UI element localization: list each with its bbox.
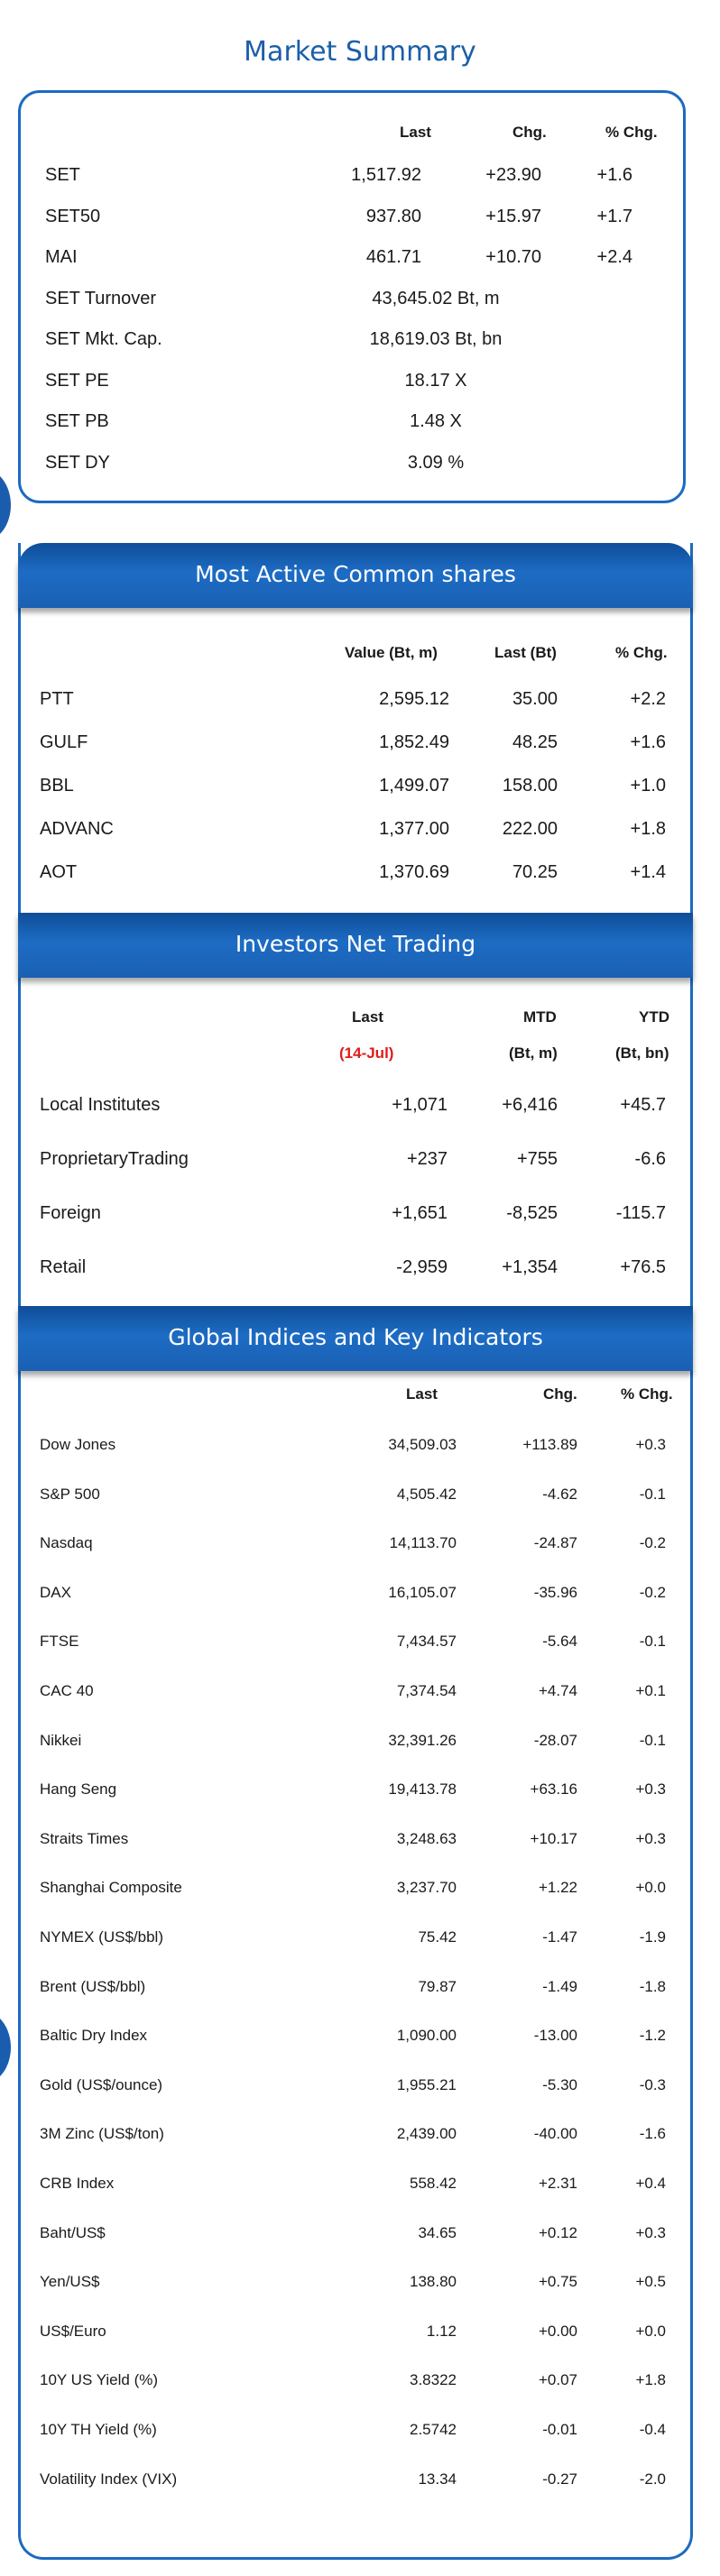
table-row — [18, 2175, 693, 2202]
table-row — [21, 165, 683, 192]
investors-header — [18, 1008, 693, 1035]
page-title: Market Summary — [244, 36, 476, 68]
last-value: 7,434.57 — [396, 1633, 457, 1651]
pctchg-value: -1.6 — [639, 2125, 666, 2143]
table-row — [18, 819, 693, 846]
chg-value: -35.96 — [533, 1583, 577, 1601]
ytd-value: -115.7 — [615, 1203, 666, 1223]
last-value: 3.8322 — [410, 2371, 457, 2389]
row-label: CAC 40 — [40, 1682, 94, 1699]
row-label: Gold (US$/ounce) — [40, 2075, 163, 2093]
chg-value: +1.22 — [538, 1879, 577, 1897]
market-summary-panel — [18, 90, 686, 503]
decorative-circle — [0, 469, 11, 541]
last-value: 558.42 — [410, 2175, 457, 2192]
row-label: 10Y US Yield (%) — [40, 2371, 159, 2389]
table-row — [18, 1978, 693, 2005]
chg-value: +0.00 — [538, 2322, 577, 2340]
chg-value: -1.47 — [542, 1928, 577, 1946]
table-row — [18, 2224, 693, 2251]
row-label: FTSE — [40, 1633, 79, 1651]
last-value: 34,509.03 — [388, 1436, 457, 1453]
table-row — [18, 1633, 693, 1660]
row-label: SET — [45, 165, 80, 185]
last-value: 43,645.02 Bt, m — [372, 288, 500, 308]
row-label: Baltic Dry Index — [40, 2027, 148, 2045]
mtd-unit-label: (Bt, m) — [509, 1044, 558, 1062]
col-last-header: Last — [400, 124, 431, 141]
table-row — [18, 1436, 693, 1463]
row-label: MAI — [45, 247, 78, 267]
pctchg-value: +1.7 — [596, 206, 632, 226]
last-value: 2,439.00 — [396, 2125, 457, 2143]
pctchg-value: +0.0 — [635, 1879, 666, 1897]
chg-value: -0.01 — [542, 2421, 577, 2438]
chg-value: +2.31 — [538, 2175, 577, 2192]
row-label: SET PE — [45, 370, 109, 391]
value-bt-m: 1,377.00 — [379, 819, 449, 839]
pctchg-value: +0.3 — [635, 1829, 666, 1847]
row-label: Shanghai Composite — [40, 1879, 182, 1897]
row-label: SET Turnover — [45, 288, 157, 308]
pctchg-value: +0.5 — [635, 2273, 666, 2291]
last-value: 75.42 — [418, 1928, 457, 1946]
table-row — [18, 1732, 693, 1759]
pctchg-value: +1.0 — [630, 776, 666, 796]
col-chg-header: Chg. — [543, 1385, 577, 1403]
table-row — [18, 1830, 693, 1857]
pctchg-value: +1.6 — [630, 732, 666, 752]
table-row — [18, 1534, 693, 1561]
last-value: 13.34 — [418, 2470, 457, 2488]
row-label: Retail — [40, 1257, 87, 1277]
last-value: -2,959 — [396, 1257, 448, 1277]
value-bt-m: 1,370.69 — [379, 862, 449, 882]
ytd-value: +45.7 — [620, 1095, 666, 1115]
table-row — [18, 1149, 693, 1176]
last-bt: 35.00 — [512, 689, 558, 709]
row-label: CRB Index — [40, 2175, 115, 2192]
row-label: Nasdaq — [40, 1534, 93, 1552]
investors-banner: Investors Net Trading — [18, 913, 693, 978]
most-active-header — [18, 644, 693, 671]
chg-value: -13.00 — [533, 2027, 577, 2045]
col-lastbt-header: Last (Bt) — [494, 644, 557, 661]
table-row — [18, 1257, 693, 1284]
row-label: Dow Jones — [40, 1436, 116, 1453]
row-label: GULF — [40, 732, 88, 752]
row-label: Baht/US$ — [40, 2223, 106, 2241]
pctchg-value: -0.2 — [639, 1534, 666, 1552]
last-value: 4,505.42 — [396, 1485, 457, 1503]
pctchg-value: +1.6 — [596, 165, 632, 185]
pctchg-value: -0.1 — [639, 1633, 666, 1651]
table-row — [18, 2470, 693, 2498]
last-value: 3,248.63 — [396, 1829, 457, 1847]
row-label: ADVANC — [40, 819, 114, 839]
chg-value: +15.97 — [485, 206, 541, 226]
value-bt-m: 2,595.12 — [379, 689, 449, 709]
last-bt: 158.00 — [502, 776, 558, 796]
table-row — [18, 776, 693, 803]
table-row — [18, 2323, 693, 2350]
last-value: 1,517.92 — [351, 165, 421, 185]
row-label: Yen/US$ — [40, 2273, 100, 2291]
table-row — [18, 1584, 693, 1611]
value-bt-m: 1,852.49 — [379, 732, 449, 752]
chg-value: +4.74 — [538, 1682, 577, 1699]
last-value: 1,955.21 — [396, 2075, 457, 2093]
col-pctchg-header: % Chg. — [605, 124, 658, 141]
row-label: AOT — [40, 862, 78, 882]
pctchg-value: +0.3 — [635, 1436, 666, 1453]
last-value: 3.09 % — [407, 452, 465, 473]
chg-value: +23.90 — [485, 165, 541, 185]
pctchg-value: -0.2 — [639, 1583, 666, 1601]
row-label: SET DY — [45, 452, 110, 473]
pctchg-value: +2.4 — [596, 247, 632, 267]
row-label: Brent (US$/bbl) — [40, 1977, 146, 1995]
row-label: SET Mkt. Cap. — [45, 329, 162, 349]
last-value: +237 — [406, 1149, 448, 1169]
mtd-value: +755 — [516, 1149, 558, 1169]
mtd-value: +6,416 — [502, 1095, 558, 1115]
row-label: S&P 500 — [40, 1485, 100, 1503]
decorative-circle — [0, 2011, 11, 2084]
table-row — [21, 247, 683, 274]
chg-value: -28.07 — [533, 1731, 577, 1749]
pctchg-value: +1.8 — [630, 819, 666, 839]
row-label: BBL — [40, 776, 74, 796]
chg-value: -4.62 — [542, 1485, 577, 1503]
last-value: 937.80 — [365, 206, 421, 226]
table-row — [18, 1780, 693, 1808]
pctchg-value: +0.4 — [635, 2175, 666, 2192]
mtd-value: +1,354 — [502, 1257, 558, 1277]
value-bt-m: 1,499.07 — [379, 776, 449, 796]
row-label: Nikkei — [40, 1731, 82, 1749]
last-value: 18.17 X — [404, 370, 467, 391]
col-last-header: Last — [352, 1008, 383, 1026]
row-label: DAX — [40, 1583, 71, 1601]
table-row — [21, 289, 683, 316]
row-label: Foreign — [40, 1203, 101, 1223]
row-label: ProprietaryTrading — [40, 1149, 189, 1169]
chg-value: -1.49 — [542, 1977, 577, 1995]
last-value: 16,105.07 — [388, 1583, 457, 1601]
col-chg-header: Chg. — [512, 124, 547, 141]
pctchg-value: +0.3 — [635, 1780, 666, 1799]
row-label: 10Y TH Yield (%) — [40, 2421, 157, 2438]
pctchg-value: -1.9 — [639, 1928, 666, 1946]
pctchg-value: +0.0 — [635, 2322, 666, 2340]
mtd-value: -8,525 — [506, 1203, 558, 1223]
table-row — [21, 453, 683, 480]
table-row — [21, 411, 683, 438]
ytd-unit-label: (Bt, bn) — [615, 1044, 669, 1062]
table-row — [21, 371, 683, 398]
row-label: Local Institutes — [40, 1095, 161, 1115]
chg-value: -5.64 — [542, 1633, 577, 1651]
table-row — [18, 1095, 693, 1122]
pctchg-value: -2.0 — [639, 2470, 666, 2488]
last-value: 3,237.70 — [396, 1879, 457, 1897]
ytd-value: +76.5 — [620, 1257, 666, 1277]
col-ytd-header: YTD — [639, 1008, 669, 1026]
last-value: 2.5742 — [410, 2421, 457, 2438]
table-row — [18, 862, 693, 889]
table-row — [18, 2371, 693, 2398]
investors-subheader — [18, 1044, 693, 1072]
table-row — [18, 2125, 693, 2152]
col-last-header: Last — [406, 1385, 438, 1403]
last-value: 1.12 — [426, 2322, 457, 2340]
table-row — [18, 1486, 693, 1513]
col-mtd-header: MTD — [523, 1008, 557, 1026]
last-bt: 222.00 — [502, 819, 558, 839]
table-row — [18, 1879, 693, 1906]
global-header — [18, 1385, 693, 1412]
table-row — [18, 732, 693, 759]
chg-value: -40.00 — [533, 2125, 577, 2143]
table-row — [18, 2076, 693, 2103]
last-value: 14,113.70 — [389, 1534, 457, 1552]
table-row — [18, 689, 693, 716]
last-value: 79.87 — [418, 1977, 457, 1995]
row-label: Volatility Index (VIX) — [40, 2470, 178, 2488]
last-value: 18,619.03 Bt, bn — [369, 329, 503, 349]
most-active-banner: Most Active Common shares — [18, 543, 693, 608]
table-row — [21, 329, 683, 356]
last-value: 7,374.54 — [396, 1682, 457, 1699]
table-row — [18, 1928, 693, 1955]
chg-value: -5.30 — [542, 2075, 577, 2093]
last-bt: 48.25 — [512, 732, 558, 752]
last-value: 1.48 X — [410, 411, 462, 431]
chg-value: -24.87 — [533, 1534, 577, 1552]
date-label: (14-Jul) — [339, 1044, 394, 1062]
pctchg-value: -0.1 — [639, 1731, 666, 1749]
pctchg-value: -1.8 — [639, 1977, 666, 1995]
row-label: SET50 — [45, 206, 101, 226]
row-label: Straits Times — [40, 1829, 129, 1847]
col-value-header: Value (Bt, m) — [345, 644, 438, 661]
chg-value: -0.27 — [542, 2470, 577, 2488]
last-value: 32,391.26 — [388, 1731, 457, 1749]
row-label: 3M Zinc (US$/ton) — [40, 2125, 164, 2143]
chg-value: +0.07 — [538, 2371, 577, 2389]
last-value: 461.71 — [365, 247, 421, 267]
pctchg-value: +0.1 — [635, 1682, 666, 1699]
pctchg-value: -0.4 — [639, 2421, 666, 2438]
pctchg-value: +1.8 — [635, 2371, 666, 2389]
last-value: 138.80 — [410, 2273, 457, 2291]
table-row — [18, 1203, 693, 1230]
market-summary-header — [21, 124, 683, 151]
row-label: PTT — [40, 689, 74, 709]
table-row — [18, 1682, 693, 1709]
col-pctchg-header: % Chg. — [615, 644, 668, 661]
last-value: 34.65 — [418, 2223, 457, 2241]
pctchg-value: +2.2 — [630, 689, 666, 709]
last-value: 1,090.00 — [396, 2027, 457, 2045]
row-label: Hang Seng — [40, 1780, 117, 1799]
pctchg-value: -0.3 — [639, 2075, 666, 2093]
last-value: +1,651 — [392, 1203, 448, 1223]
chg-value: +0.12 — [538, 2223, 577, 2241]
table-row — [18, 2421, 693, 2448]
chg-value: +63.16 — [530, 1780, 577, 1799]
table-row — [18, 2273, 693, 2300]
pctchg-value: -0.1 — [639, 1485, 666, 1503]
table-row — [21, 207, 683, 234]
chg-value: +113.89 — [522, 1436, 577, 1453]
chg-value: +10.17 — [530, 1829, 577, 1847]
col-pctchg-header: % Chg. — [621, 1385, 673, 1403]
ytd-value: -6.6 — [634, 1149, 666, 1169]
table-row — [18, 2027, 693, 2054]
pctchg-value: +0.3 — [635, 2223, 666, 2241]
last-value: +1,071 — [392, 1095, 448, 1115]
pctchg-value: +1.4 — [630, 862, 666, 882]
chg-value: +0.75 — [538, 2273, 577, 2291]
chg-value: +10.70 — [485, 247, 541, 267]
pctchg-value: -1.2 — [639, 2027, 666, 2045]
row-label: US$/Euro — [40, 2322, 106, 2340]
row-label: NYMEX (US$/bbl) — [40, 1928, 163, 1946]
last-value: 19,413.78 — [388, 1780, 457, 1799]
row-label: SET PB — [45, 411, 109, 431]
global-banner: Global Indices and Key Indicators — [18, 1306, 693, 1371]
last-bt: 70.25 — [512, 862, 558, 882]
